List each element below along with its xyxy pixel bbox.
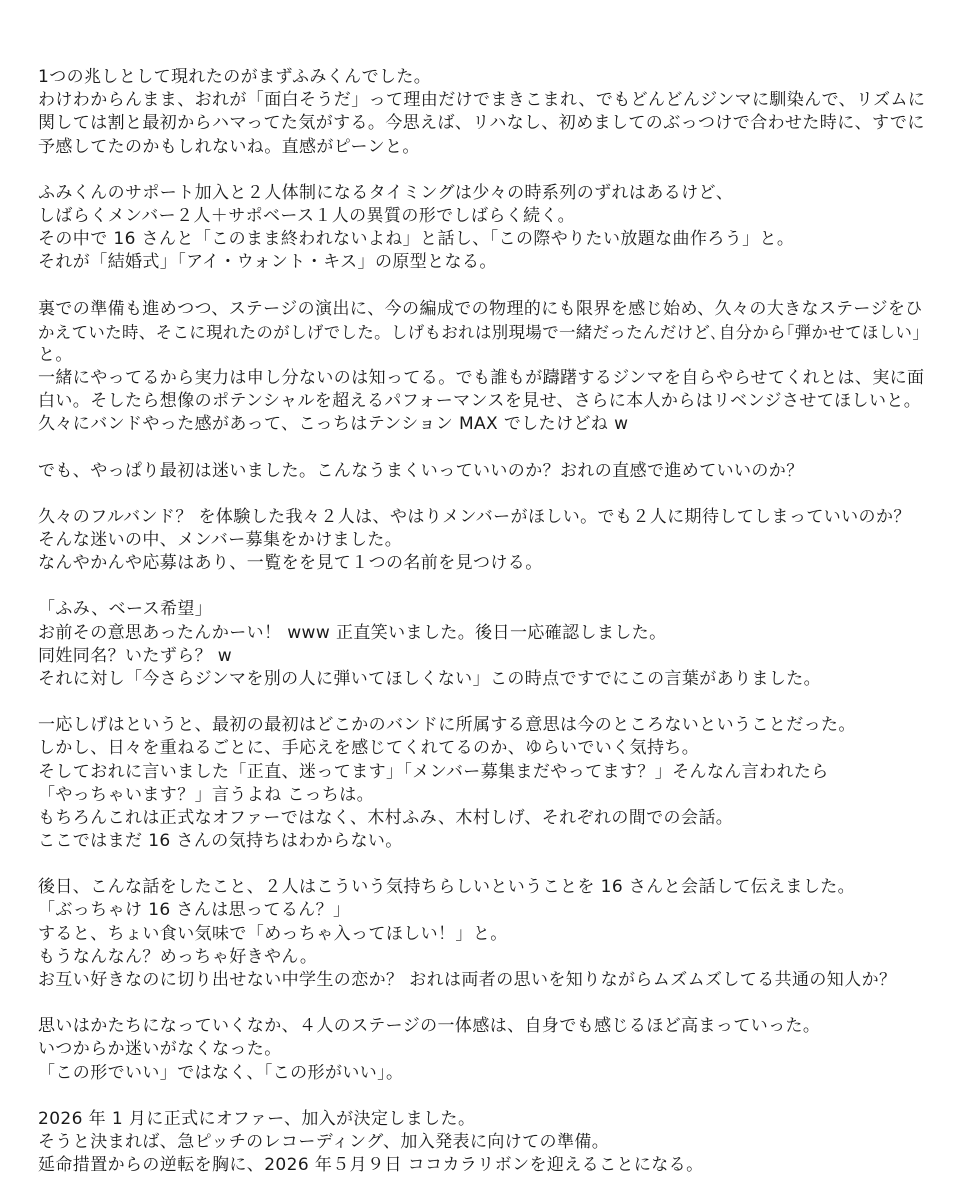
text-line: と。 [38, 344, 73, 365]
text-line: 予感してたのかもしれないね。直感がピーンと。 [38, 136, 420, 157]
text-line: 一緒にやってるから実力は申し分ないのは知ってる。でも誰もが躊躇するジンマを自らやらせてくれとは、実に面 [38, 368, 925, 389]
text-line: 「ふみ、ベース希望」 [38, 599, 213, 620]
paragraph [38, 1108, 930, 1178]
text-line: 裏での準備も進めつつ、ステージの演出に、今の編成での物理的にも限界を感じ始め、久々の大きなステージをひ [38, 298, 923, 319]
text-line: しばらくメンバー２人＋サポベース１人の異質の形でしばらく続く。 [38, 205, 576, 226]
text-line: 同姓同名？いたずら？ w [38, 645, 233, 666]
document-body [38, 66, 930, 1177]
text-line: でも、やっぱり最初は迷いました。こんなうまくいっていいのか？おれの直感で進めていいのか？ [38, 460, 804, 481]
paragraph [38, 714, 930, 853]
text-line: 後日、こんな話をしたこと、２人はこういう気持ちらしいということを 16 さんと会話して伝えました。 [38, 877, 856, 898]
text-line: 関しては割と最初からハマってた気がする。今思えば、リハなし、初めましてのぶっつけで合わせた時に、すでに [38, 113, 925, 134]
paragraph [38, 298, 930, 437]
text-line: お互い好きなのに切り出せない中学生の恋か？ おれは両者の思いを知りながらムズムズしてる共通の知人か？ [38, 970, 897, 990]
text-line: かえていた時、そこに現れたのがしげでした。しげもおれは別現場で一緒だったんだけど､自分から｢弾かせてほしい｣ [38, 322, 921, 342]
text-line: なんやかんや応募はあり、一覧をを見て１つの名前を見つける。 [38, 553, 543, 574]
text-line: それに対し「今さらジンマを別の人に弾いてほしくない」この時点ですでにこの言葉がありました。 [38, 668, 822, 689]
text-line: そしておれに言いました「正直、迷ってます」「メンバー募集まだやってます？」そんなん言われたら [38, 761, 829, 782]
text-line: それが「結婚式」「アイ・ウォント・キス」の原型となる。 [38, 252, 497, 273]
text-line: いつからか迷いがなくなった。 [38, 1039, 282, 1060]
text-line: 白い。そしたら想像のポテンシャルを超えるパフォーマンスを見せ、さらに本人からはリベンジさせてほしいと。 [38, 391, 922, 412]
text-line: 久々にバンドやった感があって、こっちはテンション MAX でしたけどね w [38, 414, 629, 435]
text-line: もちろんこれは正式なオファーではなく、木村ふみ、木村しげ、それぞれの間での会話。 [38, 807, 734, 828]
text-line: ふみくんのサポート加入と２人体制になるタイミングは少々の時系列のずれはあるけど、 [38, 182, 734, 203]
paragraph [38, 182, 930, 275]
paragraph [38, 1015, 930, 1085]
text-line: 久々のフルバンド？ を体験した我々２人は、やはりメンバーがほしい。でも２人に期待してしまっていいのか？ [38, 506, 911, 527]
text-line: 「やっちゃいます？」言うよね こっちは。 [38, 784, 375, 805]
text-line: 1つの兆しとして現れたのがまずふみくんでした。 [38, 67, 432, 87]
text-line: 2026 年 1 月に正式にオファー、加入が決定しました。 [38, 1108, 476, 1129]
text-line: そうと決まれば、急ピッチのレコーディング、加入発表に向けての準備。 [38, 1131, 610, 1152]
text-line: わけわからんまま、おれが「面白そうだ」って理由だけでまきこまれ、でもどんどんジンマに馴染んで、リズムに [38, 90, 926, 111]
paragraph [38, 876, 930, 992]
text-line: 「この形でいい」ではなく、「この形がいい」。 [38, 1062, 404, 1083]
text-line: すると、ちょい食い気味で「めっちゃ入ってほしい！」と。 [38, 923, 508, 944]
text-line: お前その意思あったんかーい！ www 正直笑いました。後日一応確認しました。 [38, 622, 667, 643]
text-line: 思いはかたちになっていくなか、４人のステージの一体感は、自身でも感じるほど高まっていった。 [38, 1016, 821, 1037]
paragraph [38, 506, 930, 576]
paragraph [38, 66, 930, 159]
text-line: その中で 16 さんと「このまま終われないよね」と話し、「この際やりたい放題な曲作ろう」と。 [38, 229, 795, 250]
paragraph [38, 598, 930, 691]
text-line: ここではまだ 16 さんの気持ちはわからない。 [38, 831, 403, 852]
text-line: 一応しげはというと、最初の最初はどこかのバンドに所属する意思は今のところないということだった。 [38, 715, 856, 736]
text-line: しかし、日々を重ねるごとに、手応えを感じてくれてるのか、ゆらいでいく気持ち。 [38, 738, 700, 759]
text-line: もうなんなん？めっちゃ好きやん。 [38, 946, 318, 967]
text-line: そんな迷いの中、メンバー募集をかけました。 [38, 530, 403, 550]
text-line: 延命措置からの逆転を胸に、2026 年５月９日 ココカラリボンを迎えることになる。 [38, 1155, 704, 1176]
paragraph [38, 460, 930, 483]
text-line: 「ぶっちゃけ 16 さんは思ってるん？」 [38, 900, 351, 921]
